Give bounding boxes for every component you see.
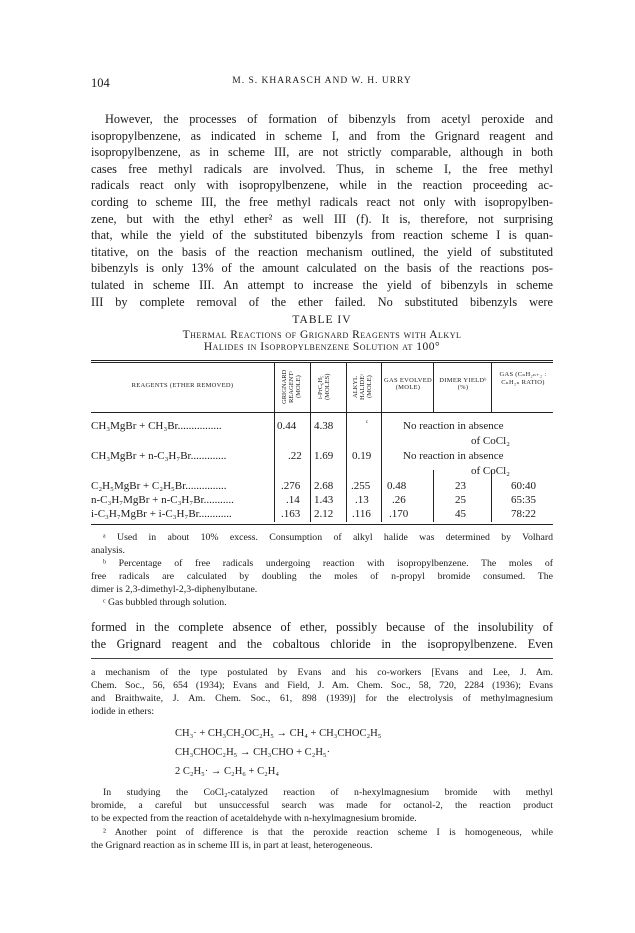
text-line: titative, on the basis of the reaction mechanism outlined, the yield of substituted xyxy=(91,244,553,259)
footnote-b xyxy=(91,786,553,825)
paragraph-1 xyxy=(91,111,553,310)
cell-grignard: 0.44 xyxy=(277,420,297,432)
cell-note: No reaction in absence xyxy=(403,450,504,462)
running-title: M. S. KHARASCH AND W. H. URRY xyxy=(232,76,412,86)
footnote-line: analysis. xyxy=(91,545,126,556)
cell-dimer: 23 xyxy=(455,480,466,492)
col-sep xyxy=(346,362,347,522)
cell-ipr: 4.38 xyxy=(314,420,334,432)
table-caption xyxy=(91,314,553,353)
footnote-line: ᶜ Gas bubbled through solution. xyxy=(103,597,227,608)
text-line: tulated in scheme III. An attempt to increase the yield of bibenzyls in scheme xyxy=(91,277,553,292)
table-label: TABLE IV xyxy=(292,314,352,326)
cell-gas: 0.48 xyxy=(387,480,407,492)
footnote-line: bromide, a careful but unsuccessful search was made for octanol-2, the reaction product xyxy=(91,800,553,811)
footnote-line: the Grignard reaction as in scheme III is, in part at least, heterogeneous. xyxy=(91,840,373,851)
equation-2: CH₃CHOC₂H₅ → CH₃CHO + C₂H₅· xyxy=(175,747,331,758)
header-gas-ratio: GAS (CₙH₂ₙ₊₂ : CₙH₂ₙ RATIO) xyxy=(499,371,547,386)
text-line: cases free methyl radicals are involved. Thus, in scheme I, the free methyl xyxy=(91,161,553,176)
table-title-line-2: Halides in Isopropylbenzene Solution at 100° xyxy=(203,341,441,353)
equation-3: 2 C₂H₅· → C₂H₆ + C₂H₄ xyxy=(175,766,280,777)
cell-dimer: 45 xyxy=(455,508,466,520)
col-sep xyxy=(491,470,492,522)
text-line: radicals react only with isopropylbenzene, while in the reaction proceeding ac- xyxy=(91,178,553,193)
table-bottom-rule xyxy=(91,524,553,525)
cell-ratio: 65:35 xyxy=(511,494,537,506)
cell-dimer: 25 xyxy=(455,494,466,506)
cell-grignard: .14 xyxy=(286,494,300,506)
cell-reagents: CH₃MgBr + CH₃Br................ xyxy=(91,420,222,432)
table-header-rule xyxy=(91,412,553,413)
header-iprc6h5: i-PrC₆H₅ (MOLES) xyxy=(317,373,331,401)
cell-alkyl: 0.19 xyxy=(352,450,372,462)
text-line: formed in the complete absence of ether, possibly because of the insolubility of xyxy=(91,620,553,634)
text-line: isopropylbenzene, as in scheme III, are not strictly comparable, although in both xyxy=(91,145,553,160)
col-sep xyxy=(433,470,434,522)
text-line: isopropylbenzene, as indicated in scheme I, and from the Grignard reagent and xyxy=(91,128,553,143)
cell-note: of CoCl₂ xyxy=(471,435,510,447)
cell-ipr: 1.69 xyxy=(314,450,334,462)
cell-alkyl: .116 xyxy=(352,508,371,520)
col-sep xyxy=(274,362,275,522)
cell-note: of CoCl₂ xyxy=(471,465,510,477)
paragraph-2 xyxy=(91,619,553,652)
footnote-line: iodide in ethers: xyxy=(91,706,155,717)
footnote-line: free radicals are calculated by doubling the moles of n-propyl bromide consumed. The xyxy=(91,571,553,582)
cell-reagents: i-C₃H₇MgBr + i-C₃H₇Br............ xyxy=(91,508,232,520)
cell-alkyl: .13 xyxy=(355,494,369,506)
table-footnotes xyxy=(91,531,553,609)
footnote-line: dimer is 2,3-dimethyl-2,3-diphenylbutane. xyxy=(91,584,258,595)
cell-grignard: .276 xyxy=(281,480,301,492)
cell-ipr: 2.68 xyxy=(314,480,334,492)
col-sep xyxy=(491,362,492,412)
cell-ipr: 1.43 xyxy=(314,494,334,506)
text-line: cording to scheme III, the free methyl radicals react not only with isopropylben- xyxy=(91,194,553,209)
footnote-line: Chem. Soc., 56, 654 (1934); Evans and Field, J. Am. Chem. Soc., 58, 720, 2284 (1936); Evans xyxy=(91,680,553,691)
header-dimer-yield: DIMER YIELDᵇ (%) xyxy=(439,377,487,391)
footnote-2 xyxy=(91,826,553,852)
footnote-a xyxy=(91,666,553,718)
header-gas-evolved: GAS EVOLVED (MOLE) xyxy=(383,377,433,391)
table-top-rule xyxy=(91,360,553,361)
cell-reagents: CH₃MgBr + n-C₃H₇Br............. xyxy=(91,450,227,462)
header-alkyl-halide: ALKYL HALIDEᵃ (MOLE) xyxy=(352,374,373,400)
header-grignard: GRIGNARD REAGENTᵃ (MOLE) xyxy=(281,369,302,405)
cell-ratio: 78:22 xyxy=(511,508,537,520)
text-line: the Grignard reagent and the cobaltous chloride in the isopropylbenzene. Even xyxy=(91,636,553,651)
table-title-line-1: Thermal Reactions of Grignard Reagents with Alkyl xyxy=(182,329,462,341)
footnote-separator xyxy=(91,658,553,659)
page-number: 104 xyxy=(91,76,110,90)
col-sep xyxy=(381,362,382,522)
cell-grignard: .163 xyxy=(281,508,301,520)
cell-note: No reaction in absence xyxy=(403,420,504,432)
col-sep xyxy=(433,362,434,412)
cell-alkyl: .255 xyxy=(351,480,371,492)
cell-alkyl: ᶜ xyxy=(366,418,369,427)
text-line: bibenzyls is only 13% of the amount calculated on the basis of the reactions pos- xyxy=(91,261,553,276)
equation-1: CH₃· + CH₃CH₂OC₂H₅ → CH₄ + CH₃CHOC₂H₅ xyxy=(175,728,382,739)
footnote-line: ² Another point of difference is that the peroxide reaction scheme I is homogeneous, while xyxy=(103,827,553,838)
text-line: III by complete removal of the ether failed. No substituted bibenzyls were xyxy=(91,294,553,309)
header-reagents: REAGENTS (ETHER REMOVED) xyxy=(131,382,234,389)
col-sep xyxy=(310,362,311,522)
cell-ratio: 60:40 xyxy=(511,480,537,492)
cell-reagents: n-C₃H₇MgBr + n-C₃H₇Br........... xyxy=(91,494,234,506)
text-line: zene, but with the ethyl ether² as well III (f). It is, therefore, not surprising xyxy=(91,211,553,226)
cell-grignard: .22 xyxy=(288,450,302,462)
footnote-line: and Braithwaite, J. Am. Chem. Soc., 61, 898 (1939)] for the electrolysis of methylmagnesium xyxy=(91,693,553,704)
cell-ipr: 2.12 xyxy=(314,508,334,520)
footnote-line: to be expected from the reaction of acetaldehyde with n-hexylmagnesium bromide. xyxy=(91,813,417,824)
cell-reagents: C₂H₅MgBr + C₂H₅Br............... xyxy=(91,480,227,492)
footnote-line: In studying the CoCl₂-catalyzed reaction of n-hexylmagnesium bromide with methyl xyxy=(103,787,553,798)
text-line: However, the processes of formation of bibenzyls from acetyl peroxide and xyxy=(105,112,553,126)
text-line: that, while the yield of the substituted bibenzyls from reaction scheme I is quan- xyxy=(91,228,553,243)
footnote-line: ᵃ Used in about 10% excess. Consumption of alkyl halide was determined by Volhard xyxy=(103,532,553,543)
footnote-line: ᵇ Percentage of free radicals undergoing reaction with isopropylbenzene. The moles of xyxy=(103,558,553,569)
footnote-line: a mechanism of the type postulated by Evans and his co-workers [Evans and Lee, J. Am. xyxy=(91,667,553,678)
cell-gas: .170 xyxy=(389,508,409,520)
table-top-rule-2 xyxy=(91,362,553,363)
cell-gas: .26 xyxy=(392,494,406,506)
